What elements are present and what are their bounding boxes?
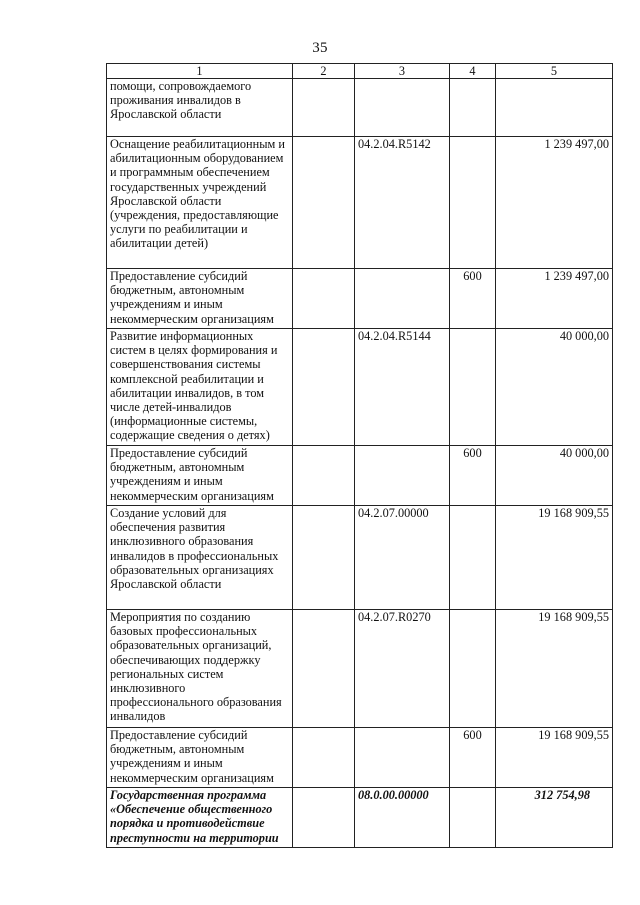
row-kind: 600 [450,269,496,329]
table-body [107,79,613,848]
row-col2 [293,446,355,506]
row-col2 [293,269,355,329]
table-row [107,610,613,728]
row-amount: 40 000,00 [496,329,613,446]
row-col2 [293,788,355,848]
header-col-1: 1 [107,64,293,79]
row-name: Создание условий для обеспечения развития инклюзивного образования инвалидов в профессиональных образовательных организациях Ярославской области [107,506,293,610]
table-row-program [107,788,613,848]
table-row [107,506,613,610]
row-amount: 40 000,00 [496,446,613,506]
table-row [107,79,613,137]
row-kind [450,610,496,728]
row-kind: 600 [450,446,496,506]
row-name: Предоставление субсидий бюджетным, автономным учреждениям и иным некоммерческим организациям [107,269,293,329]
page-number: 35 [312,40,328,56]
row-code [355,79,450,137]
row-amount: 1 239 497,00 [496,269,613,329]
row-col2 [293,610,355,728]
row-amount: 1 239 497,00 [496,137,613,269]
row-col2 [293,79,355,137]
row-amount: 19 168 909,55 [496,728,613,788]
row-kind [450,788,496,848]
row-kind [450,506,496,610]
row-name: Мероприятия по созданию базовых профессиональных образовательных организаций, обеспечивающих поддержку региональных систем инклюзивного профессионального образования инвалидов [107,610,293,728]
row-name: Государственная программа «Обеспечение общественного порядка и противодействие преступности на территории [107,788,293,848]
row-code: 04.2.07.R0270 [355,610,450,728]
row-code [355,446,450,506]
row-name: Оснащение реабилитационным и абилитационным оборудованием и программным обеспечением государственных учреждений Ярославской области (учреждения, предоставляющие услуги по реабилитации и абилитации детей) [107,137,293,269]
table-row [107,269,613,329]
table-row [107,728,613,788]
row-amount [496,79,613,137]
budget-table [106,63,613,848]
row-amount: 19 168 909,55 [496,610,613,728]
row-kind [450,137,496,269]
row-code: 04.2.04.R5144 [355,329,450,446]
row-name: помощи, сопровождаемого проживания инвалидов в Ярославской области [107,79,293,137]
row-name: Развитие информационных систем в целях формирования и совершенствования системы комплексной реабилитации и абилитации инвалидов, в том числе детей-инвалидов (информационные системы, содержащие сведения о детях) [107,329,293,446]
row-name: Предоставление субсидий бюджетным, автономным учреждениям и иным некоммерческим организациям [107,728,293,788]
table-row [107,446,613,506]
header-col-5: 5 [496,64,613,79]
header-col-3: 3 [355,64,450,79]
row-amount: 19 168 909,55 [496,506,613,610]
table-header [107,64,613,79]
row-code: 08.0.00.00000 [355,788,450,848]
row-kind [450,79,496,137]
row-code [355,269,450,329]
row-col2 [293,728,355,788]
row-amount: 312 754,98 [496,788,613,848]
header-col-4: 4 [450,64,496,79]
row-col2 [293,137,355,269]
row-name: Предоставление субсидий бюджетным, автономным учреждениям и иным некоммерческим организациям [107,446,293,506]
row-kind [450,329,496,446]
header-row [107,64,613,79]
row-code: 04.2.04.R5142 [355,137,450,269]
table-row [107,329,613,446]
row-col2 [293,506,355,610]
header-col-2: 2 [293,64,355,79]
row-kind: 600 [450,728,496,788]
row-code [355,728,450,788]
table-row [107,137,613,269]
row-code: 04.2.07.00000 [355,506,450,610]
row-col2 [293,329,355,446]
